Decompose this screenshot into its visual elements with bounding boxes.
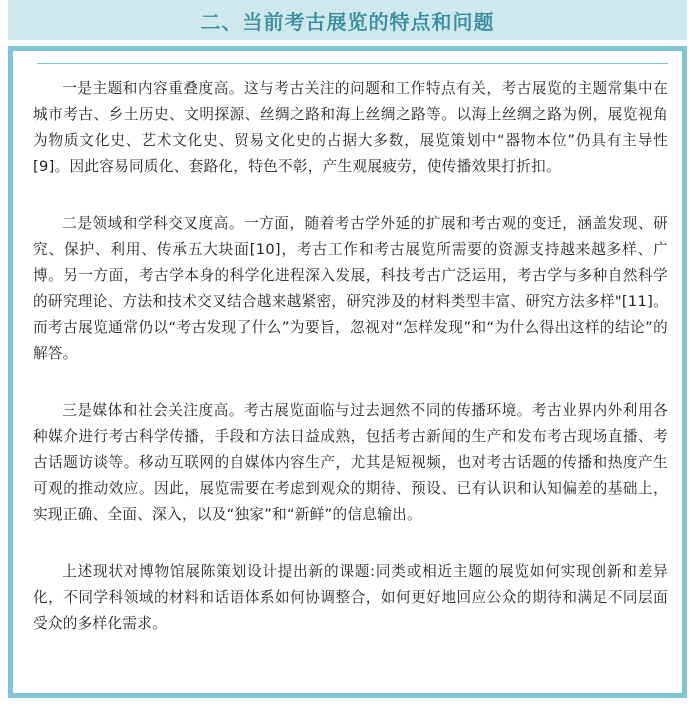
paragraph-4: 上述现状对博物馆展陈策划设计提出新的课题:同类或相近主题的展览如何实现创新和差异化，不同学科领域的材料和话语体系如何协调整合，如何更好地回应公众的期待和满足不同层面受众的多样化需求。 xyxy=(33,563,668,632)
article-body xyxy=(33,76,668,637)
top-divider xyxy=(37,63,668,64)
paragraph-2: 二是领域和学科交叉度高。一方面，随着考古学外延的扩展和考古观的变迁，涵盖发现、研究、保护、利用、传承五大块面[10]，考古工作和考古展览所需要的资源支持越来越多样、广博。另一方面，考古学本身的科学化进程深入发展，科技考古广泛运用，考古学与多种自然科学的研究理论、方法和技术交叉结合越来越紧密，研究涉及的材料类型丰富、研究方法多样"[11]。而考古展览通常仍以“考古发现了什么”为要旨，忽视对“怎样发现”和“为什么得出这样的结论”的解答。 xyxy=(33,215,668,362)
paragraph-1: 一是主题和内容重叠度高。这与考古关注的问题和工作特点有关，考古展览的主题常集中在城市考古、乡土历史、文明探源、丝绸之路和海上丝绸之路等。以海上丝绸之路为例，展览视角为物质文化史、艺术文化史、贸易文化史的占据大多数，展览策划中“器物本位”仍具有主导性[9]。因此容易同质化、套路化，特色不彰，产生观展疲劳，使传播效果打折扣。 xyxy=(33,80,668,175)
paragraph-3: 三是媒体和社会关注度高。考古展览面临与过去迥然不同的传播环境。考古业界内外利用各种媒介进行考古科学传播，手段和方法日益成熟，包括考古新闻的生产和发布考古现场直播、考古话题访谈等。移动互联网的自媒体内容生产，尤其是短视频，也对考古话题的传播和热度产生可观的推动效应。因此，展览需要在考虑到观众的期待、预设、已有认识和认知偏差的基础上，实现正确、全面、深入，以及“独家”和“新鲜”的信息输出。 xyxy=(33,402,668,523)
section-title: 二、当前考古展览的特点和问题 xyxy=(200,9,495,34)
section-title-banner xyxy=(8,0,687,40)
content-frame xyxy=(8,46,687,698)
